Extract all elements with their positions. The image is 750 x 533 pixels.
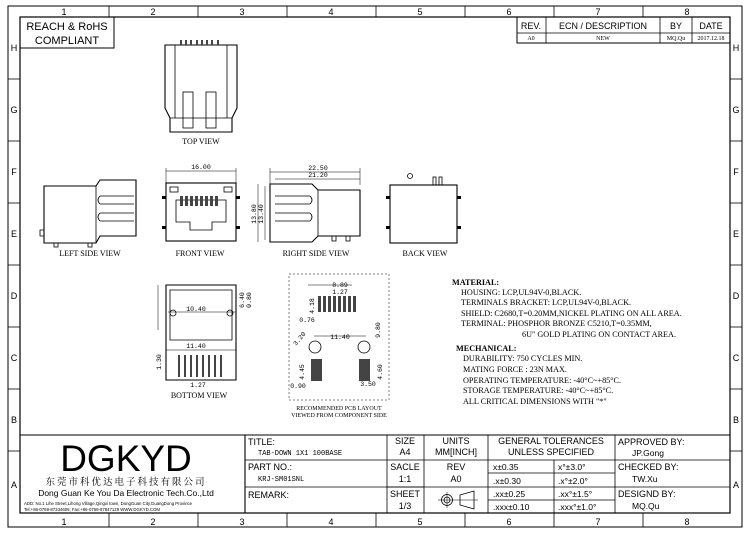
rev-value: A0 — [527, 36, 535, 42]
ecn-value: NEW — [596, 36, 610, 42]
svg-text:G: G — [10, 105, 18, 115]
mechanical-line: DURABILITY: 750 CYCLES MIN. — [463, 354, 583, 363]
ecn-header: ECN / DESCRIPTION — [558, 21, 648, 31]
part-value: KRJ-SM01SNL — [258, 476, 305, 484]
material-notes — [452, 278, 682, 339]
sheet-label: SHEET — [389, 489, 421, 499]
designed-label: DESIGND BY: — [618, 489, 676, 499]
material-line: TERMINAL: PHOSPHOR BRONZE C5210,T=0.35MM, — [461, 319, 652, 328]
svg-text:B: B — [732, 415, 740, 425]
svg-text:E: E — [732, 229, 740, 239]
remark-label: REMARK: — [248, 490, 290, 500]
top-view-label: TOP VIEW — [182, 137, 220, 146]
right-width-dim1: 22.50 — [308, 165, 328, 172]
svg-text:C: C — [732, 353, 740, 363]
svg-text:5: 5 — [417, 7, 423, 17]
svg-text:1: 1 — [61, 7, 67, 17]
material-line: SHIELD: C2680,T=0.20MM,NICKEL PLATING ON ALL AREA. — [461, 309, 682, 318]
tolerance-title-1: GENERAL TOLERANCES — [498, 436, 604, 446]
rev-label: REV — [446, 462, 466, 472]
pcb-dim-418: 4.18 — [309, 298, 316, 314]
approved-value: JP.Gong — [632, 448, 664, 458]
pcb-dim-889: 8.89 — [332, 282, 348, 289]
tolerance-angular: .xxx°±1.0° — [558, 502, 597, 512]
units-label: UNITS — [442, 436, 470, 446]
revision-table — [517, 17, 730, 43]
material-line: 6U" GOLD PLATING ON CONTACT AREA. — [522, 330, 677, 339]
tolerance-linear: x±0.35 — [493, 462, 519, 472]
mechanical-line: OPERATING TEMPERATURE: -40°C~+85°C. — [463, 376, 622, 385]
pcb-dim-076: 0.76 — [299, 317, 315, 324]
svg-text:8: 8 — [684, 7, 690, 17]
svg-text:D: D — [10, 291, 18, 301]
svg-text:G: G — [732, 105, 740, 115]
pcb-dim-127: 1.27 — [332, 289, 348, 296]
pcb-dim-1140: 11.40 — [330, 334, 350, 341]
pcb-dim-460: 4.60 — [377, 364, 384, 380]
company-block — [24, 438, 214, 512]
material-line: TERMINALS BRACKET: LCP,UL94V-0,BLACK. — [461, 298, 632, 307]
tolerance-title-2: UNLESS SPECIFIED — [507, 447, 595, 457]
mechanical-notes — [456, 344, 621, 406]
company-address: ADD: No.1 Lihe Street,Lihong Village,Qingxi town, DongGuan City,GuangDong Province — [24, 501, 192, 506]
svg-text:A: A — [10, 480, 18, 490]
front-view — [162, 164, 240, 258]
pcb-dim-350: 3.50 — [360, 381, 376, 388]
tolerance-angular: .xx°±1.5° — [558, 489, 593, 499]
title-label: TITLE: — [248, 437, 276, 447]
title-value: TAB-DOWN 1X1 100BASE — [258, 450, 343, 458]
right-height-dim2: 13.40 — [258, 204, 265, 224]
svg-text:3: 3 — [239, 517, 245, 527]
pcb-dim-320: 3.20 — [292, 330, 308, 348]
material-line: HOUSING: LCP,UL94V-0,BLACK. — [461, 288, 582, 297]
svg-text:C: C — [10, 353, 18, 363]
svg-text:B: B — [10, 415, 18, 425]
scale-value: 1:1 — [398, 474, 412, 484]
svg-text:4: 4 — [328, 7, 334, 17]
company-contact: Tel:+86-0769-87334606; Fax:+86-0769-87847129 WWW.DGKYD.COM — [24, 507, 160, 512]
company-name-cn: 东莞市科优达电子科技有限公司 — [45, 477, 207, 488]
tolerance-linear: .x±0.30 — [493, 476, 521, 486]
projection-symbol — [438, 491, 478, 509]
mechanical-line: ALL CRITICAL DIMENSIONS WITH "*" — [463, 397, 607, 406]
svg-text:6: 6 — [506, 7, 512, 17]
bottom-dim-1040: 10.40 — [186, 306, 206, 313]
pcb-layout — [289, 274, 389, 419]
left-view-label: LEFT SIDE VIEW — [59, 249, 121, 258]
pcb-label-1: RECOMMENDED PCB LAYOUT — [296, 406, 382, 412]
checked-value: TW.Xu — [632, 474, 658, 484]
pcb-dim-090: 0.90 — [290, 383, 306, 390]
bottom-view-label: BOTTOM VIEW — [170, 391, 228, 400]
bottom-dim-130: 1.30 — [156, 354, 163, 370]
tolerance-angular: x°±3.0° — [558, 462, 586, 472]
pcb-label-2: VIEWED FROM COMPONENT SIDE — [291, 413, 387, 419]
svg-text:2: 2 — [150, 517, 156, 527]
svg-text:H: H — [732, 43, 740, 53]
right-side-view — [251, 165, 360, 258]
rev-header: REV. — [520, 21, 542, 31]
date-header: DATE — [699, 21, 723, 31]
pcb-dim-445: 4.45 — [299, 364, 306, 380]
front-view-label: FRONT VIEW — [175, 249, 225, 258]
tolerance-linear: .xx±0.25 — [493, 489, 526, 499]
mechanical-line: MATING FORCE : 23N MAX. — [463, 365, 567, 374]
svg-text:7: 7 — [595, 517, 601, 527]
bottom-dim-080: 0.80 — [246, 292, 253, 308]
svg-text:E: E — [10, 229, 18, 239]
back-view — [386, 174, 461, 259]
svg-text:5: 5 — [417, 517, 423, 527]
svg-text:7: 7 — [595, 7, 601, 17]
right-view-label: RIGHT SIDE VIEW — [282, 249, 350, 258]
svg-text:F: F — [733, 167, 739, 177]
designed-value: MQ.Qu — [632, 501, 660, 511]
right-width-dim2: 21.20 — [308, 172, 328, 179]
approved-label: APPROVED BY: — [618, 437, 685, 447]
svg-text:2: 2 — [150, 7, 156, 17]
bottom-dim-127: 1.27 — [190, 382, 206, 389]
mechanical-line: STORAGE TEMPERATURE: -40°C~+85°C. — [463, 386, 614, 395]
size-value: A4 — [399, 447, 411, 457]
tolerance-linear: .xxx±0.10 — [493, 502, 530, 512]
bottom-dim-640: 6.40 — [239, 292, 246, 308]
by-header: BY — [669, 21, 683, 31]
sheet-value: 1/3 — [398, 501, 412, 511]
pcb-dim-980: 9.80 — [375, 322, 382, 338]
compliance-line2: COMPLIANT — [34, 35, 100, 47]
mechanical-title: MECHANICAL: — [456, 344, 517, 353]
compliance-box — [20, 17, 114, 48]
svg-text:6: 6 — [506, 517, 512, 527]
by-value: MQ.Qu — [666, 36, 686, 42]
checked-label: CHECKED BY: — [618, 462, 679, 472]
svg-text:1: 1 — [61, 517, 67, 527]
top-view — [165, 40, 237, 146]
svg-text:D: D — [732, 291, 740, 301]
bottom-view — [156, 285, 253, 400]
material-title: MATERIAL: — [452, 278, 500, 287]
rev-value: A0 — [450, 474, 462, 484]
back-view-label: BACK VIEW — [402, 249, 448, 258]
size-label: SIZE — [394, 436, 416, 446]
company-name-en: Dong Guan Ke You Da Electronic Tech.Co.,Ltd — [38, 488, 214, 498]
svg-text:H: H — [10, 43, 18, 53]
row-labels — [10, 43, 739, 490]
front-width-dim: 16.00 — [191, 164, 211, 171]
compliance-line1: REACH & RoHS — [26, 21, 108, 33]
svg-text:3: 3 — [239, 7, 245, 17]
svg-text:F: F — [11, 167, 17, 177]
tolerance-angular: .x°±2.0° — [558, 476, 588, 486]
svg-text:4: 4 — [328, 517, 334, 527]
date-value: 2017.12.18 — [697, 36, 725, 42]
right-height-dim1: 13.80 — [251, 204, 258, 224]
company-logo: DGKYD — [60, 438, 192, 479]
part-label: PART NO.: — [248, 462, 293, 472]
left-side-view — [40, 180, 136, 258]
units-value: MM[INCH] — [435, 447, 477, 457]
svg-text:8: 8 — [684, 517, 690, 527]
scale-label: SACLE — [390, 462, 420, 472]
bottom-dim-1140: 11.40 — [186, 343, 206, 350]
svg-text:A: A — [732, 480, 740, 490]
